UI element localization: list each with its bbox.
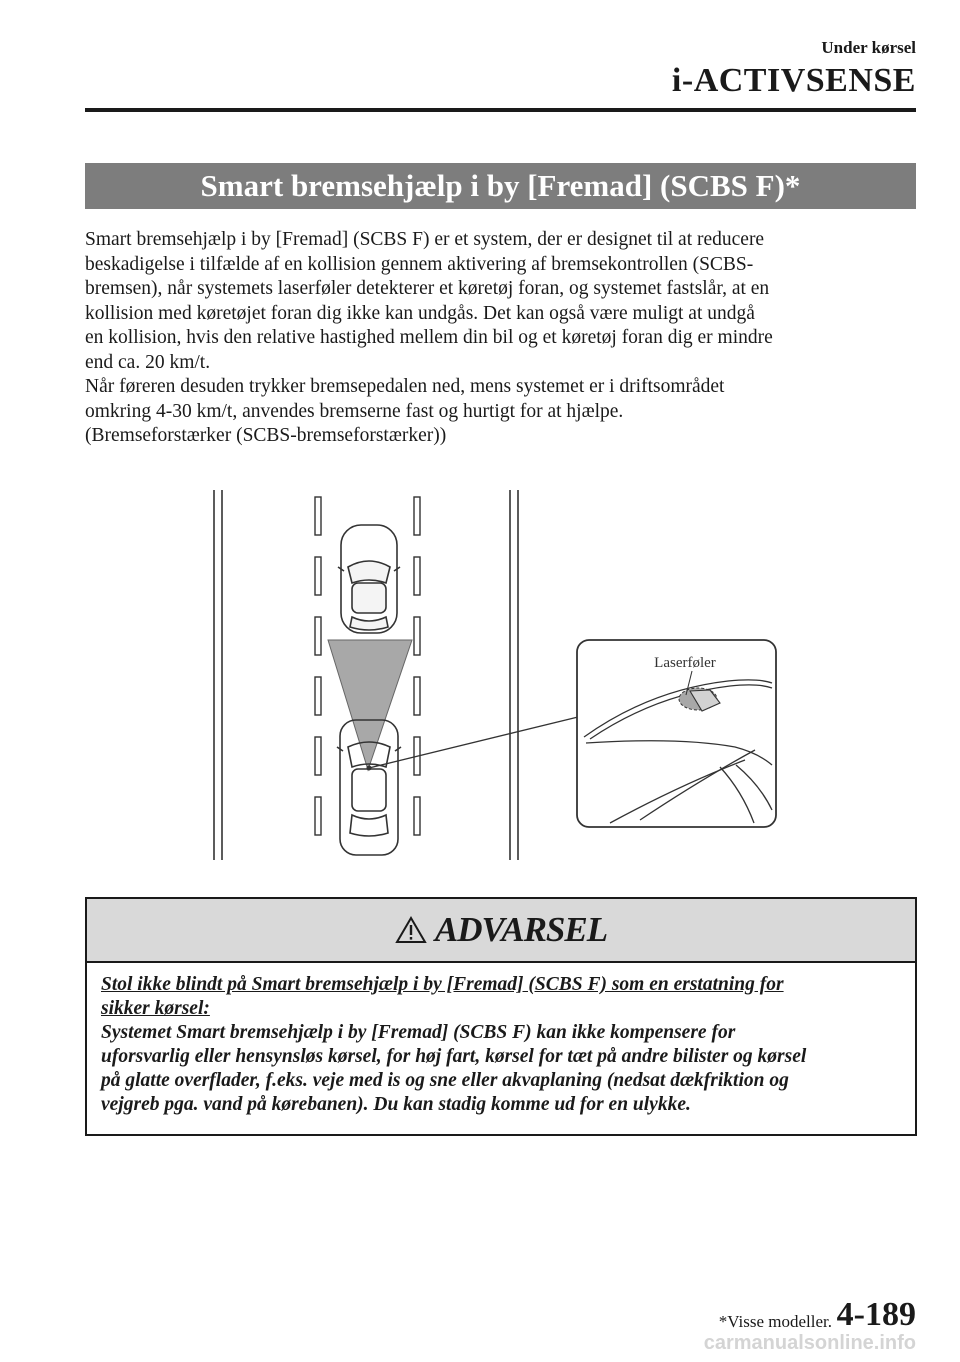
page-number: 4-189 [836,1296,916,1333]
body-line: Smart bremsehjælp i by [Fremad] (SCBS F) er et system, der er designet til at reducere [85,229,765,250]
footnote: *Visse modeller. [718,1312,832,1331]
body-line: end ca. 20 km/t. [85,351,211,373]
callout-line [369,717,578,768]
section-title: Smart bremsehjælp i by [Fremad] (SCBS F)* [85,163,916,209]
warning-heading-line: Stol ikke blindt på Smart bremsehjælp i by [Fremad] (SCBS F) som en erstatning for [101,974,784,995]
front-vehicle [338,525,400,633]
warning-heading-line: sikker kørsel: [101,998,210,1019]
chapter-title: i-ACTIVSENSE [671,62,916,99]
windshield-inset [577,640,776,827]
warning-line: uforsvarlig eller hensynsløs kørsel, for høj fart, kørsel for tæt på andre bilister og kørsel [101,1046,807,1067]
body-paragraph [85,228,915,449]
warning-text [87,963,915,1117]
body-line: omkring 4-30 km/t, anvendes bremserne fast og hurtigt for at hjælpe. [85,400,624,422]
warning-line: på glatte overflader, f.eks. veje med is og sne eller akvaplaning (nedsat dækfriktion og [101,1070,789,1091]
body-line: (Bremseforstærker (SCBS-bremseforstærker)) [85,425,447,446]
header-divider [85,108,916,112]
warning-line: Systemet Smart bremsehjælp i by [Fremad] (SCBS F) kan ikke kompensere for [101,1022,736,1043]
body-line: bremsen), når systemets laserføler detekterer et køretøj foran, og systemet fastslår, at en [85,278,770,299]
body-line: Når føreren desuden trykker bremsepedalen ned, mens systemet er i driftsområdet [85,376,725,397]
body-line: beskadigelse i tilfælde af en kollision gennem aktivering af bremsekontrollen (SCBS- [85,253,754,275]
body-line: en kollision, hvis den relative hastighed mellem din bil og et køretøj foran dig er mindre [85,327,773,348]
body-line: kollision med køretøjet foran dig ikke kan undgås. Det kan også være muligt at undgå [85,302,755,324]
warning-box [85,897,917,1136]
warning-triangle-icon [395,916,427,944]
warning-title: ADVARSEL [434,910,608,949]
warning-header [87,899,915,963]
laser-sensor-label: Laserføler [654,655,716,671]
watermark: carmanualsonline.info [703,1332,916,1354]
scbs-diagram [180,485,780,870]
warning-line: vejgreb pga. vand på kørebanen). Du kan stadig komme ud for en ulykke. [101,1094,691,1115]
header-section-label: Under kørsel [821,38,916,57]
